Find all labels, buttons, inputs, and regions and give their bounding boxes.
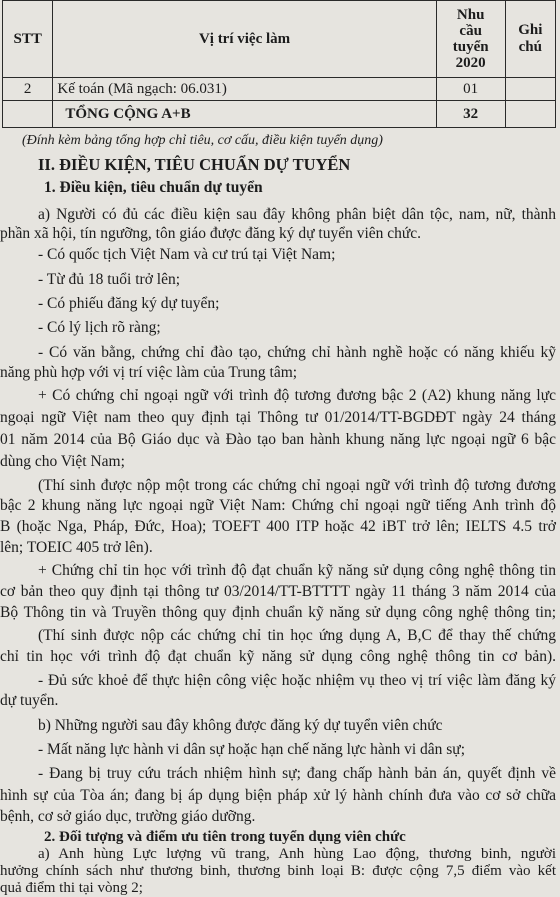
paragraph-line: Bộ Thông tin và Truyền thông quy định chuẩn kỹ năng sử dụng công nghệ thông tin;: [0, 604, 556, 621]
header-note-line: chú: [518, 39, 542, 55]
paragraph-line: cơ bản theo quy định tại thông tư 03/2014/TT-BTTTT ngày 11 tháng 3 năm 2014 của: [0, 583, 556, 600]
paragraph-line: phần xã hội, tín ngưỡng, tôn giáo được đăng ký dự tuyển viên chức.: [0, 225, 422, 242]
section-title: II. ĐIỀU KIỆN, TIÊU CHUẨN DỰ TUYỂN: [38, 155, 351, 174]
paragraph-line: + Có chứng chỉ ngoại ngữ với trình độ tương đương bậc 2 (A2) khung năng lực: [38, 387, 556, 404]
paragraph-line: bậc 2 khung năng lực ngoại ngữ Việt Nam: Chứng chỉ ngoại ngữ tiếng Anh trình độ: [0, 497, 556, 514]
paragraph-line: 01 năm 2014 của Bộ Giáo dục và Đào tạo ban hành khung năng lực ngoại ngữ 6 bậc: [0, 431, 556, 448]
paragraph-line: năng phù hợp với vị trí việc làm của Trung tâm;: [0, 364, 298, 381]
paragraph-line: - Đang bị truy cứu trách nhiệm hình sự; đang chấp hành bản án, quyết định về: [38, 765, 556, 782]
total-value: 32: [436, 101, 505, 128]
paragraph-line: chỉ tin học với trình độ đạt chuẩn kỹ năng sử dụng công nghệ thông tin cơ bản).: [0, 648, 556, 665]
recruitment-table: [2, 0, 556, 128]
paragraph-line: dự tuyển.: [0, 692, 59, 709]
paragraph-line: (Thí sinh được nộp một trong các chứng chỉ ngoại ngữ với trình độ tương đương: [38, 477, 556, 494]
paragraph-line: a) Anh hùng Lực lượng vũ trang, Anh hùng Lao động, thương binh, người: [38, 846, 556, 862]
row-position: Kế toán (Mã ngạch: 06.031): [53, 78, 436, 101]
paragraph-line: - Có quốc tịch Việt Nam và cư trú tại Việt Nam;: [38, 246, 336, 263]
row-need: 01: [436, 78, 505, 101]
header-need-line: tuyển: [452, 39, 489, 55]
table-header-row: [3, 1, 556, 78]
paragraph-line: - Đủ sức khoẻ để thực hiện công việc hoặc nhiệm vụ theo vị trí việc làm đăng ký: [38, 672, 556, 689]
paragraph-line: B (hoặc Nga, Pháp, Đức, Hoa); TOEFT 400 ITP hoặc 42 iBT trở lên; IELTS 4.5 trở: [0, 518, 556, 535]
paragraph-line: - Từ đủ 18 tuổi trở lên;: [38, 271, 181, 288]
table-total-row: [3, 101, 556, 128]
paragraph-line: dùng cho Việt Nam;: [0, 453, 125, 470]
header-note-line: Ghi: [518, 22, 543, 38]
subsection-title-1: 1. Điều kiện, tiêu chuẩn dự tuyển: [44, 179, 263, 196]
header-need: [436, 1, 505, 78]
paragraph-line: hưởng chính sách như thương binh, thương binh loại B: được cộng 7,5 điểm vào kết: [0, 863, 556, 879]
header-need-line: cầu: [459, 23, 482, 39]
paragraph-line: + Chứng chỉ tin học với trình độ đạt chuẩn kỹ năng sử dụng công nghệ thông tin: [38, 562, 556, 579]
header-note: [505, 1, 555, 78]
paragraph-line: lên; TOEIC 405 trở lên).: [0, 539, 153, 556]
paragraph-line: b) Những người sau đây không được đăng ký dự tuyển viên chức: [38, 717, 443, 734]
paragraph-line: ngoại ngữ Việt nam theo quy định tại Thông tư 01/2014/TT-BGDĐT ngày 24 tháng: [0, 409, 556, 426]
subsection-title-2: 2. Đối tượng và điểm ưu tiên trong tuyển dụng viên chức: [44, 829, 406, 845]
row-stt: 2: [3, 78, 53, 101]
total-stt-cell: [3, 101, 53, 128]
total-label: TỔNG CỘNG A+B: [53, 101, 436, 128]
paragraph-line: quả điểm thi tại vòng 2;: [0, 880, 143, 896]
paragraph-line: hình sự của Tòa án; đang bị áp dụng biện pháp xử lý hành chính đưa vào cơ sở chữa: [0, 787, 556, 804]
total-note-cell: [505, 101, 555, 128]
header-need-line: Nhu: [456, 7, 485, 23]
header-stt: STT: [3, 1, 53, 78]
header-need-line: 2020: [455, 55, 486, 71]
paragraph-line: - Có lý lịch rõ ràng;: [38, 319, 161, 336]
paragraph-line: - Có văn bằng, chứng chỉ đào tạo, chứng chỉ hành nghề hoặc có năng khiếu kỹ: [38, 344, 556, 361]
row-note: [505, 78, 555, 101]
table-row: [3, 78, 556, 101]
paragraph-line: - Mất năng lực hành vi dân sự hoặc hạn chế năng lực hành vi dân sự;: [38, 741, 466, 758]
attachment-note: (Đính kèm bảng tổng hợp chỉ tiêu, cơ cấu, điều kiện tuyển dụng): [22, 133, 383, 148]
header-position: Vị trí việc làm: [53, 1, 436, 78]
paragraph-line: (Thí sinh được nộp các chứng chỉ tin học ứng dụng A, B,C để thay thế chứng: [38, 627, 556, 644]
paragraph-line: - Có phiếu đăng ký dự tuyển;: [38, 295, 220, 312]
paragraph-line: bệnh, cơ sở giáo dục, trường giáo dưỡng.: [0, 808, 256, 825]
paragraph-line: a) Người có đủ các điều kiện sau đây không phân biệt dân tộc, nam, nữ, thành: [38, 206, 556, 223]
